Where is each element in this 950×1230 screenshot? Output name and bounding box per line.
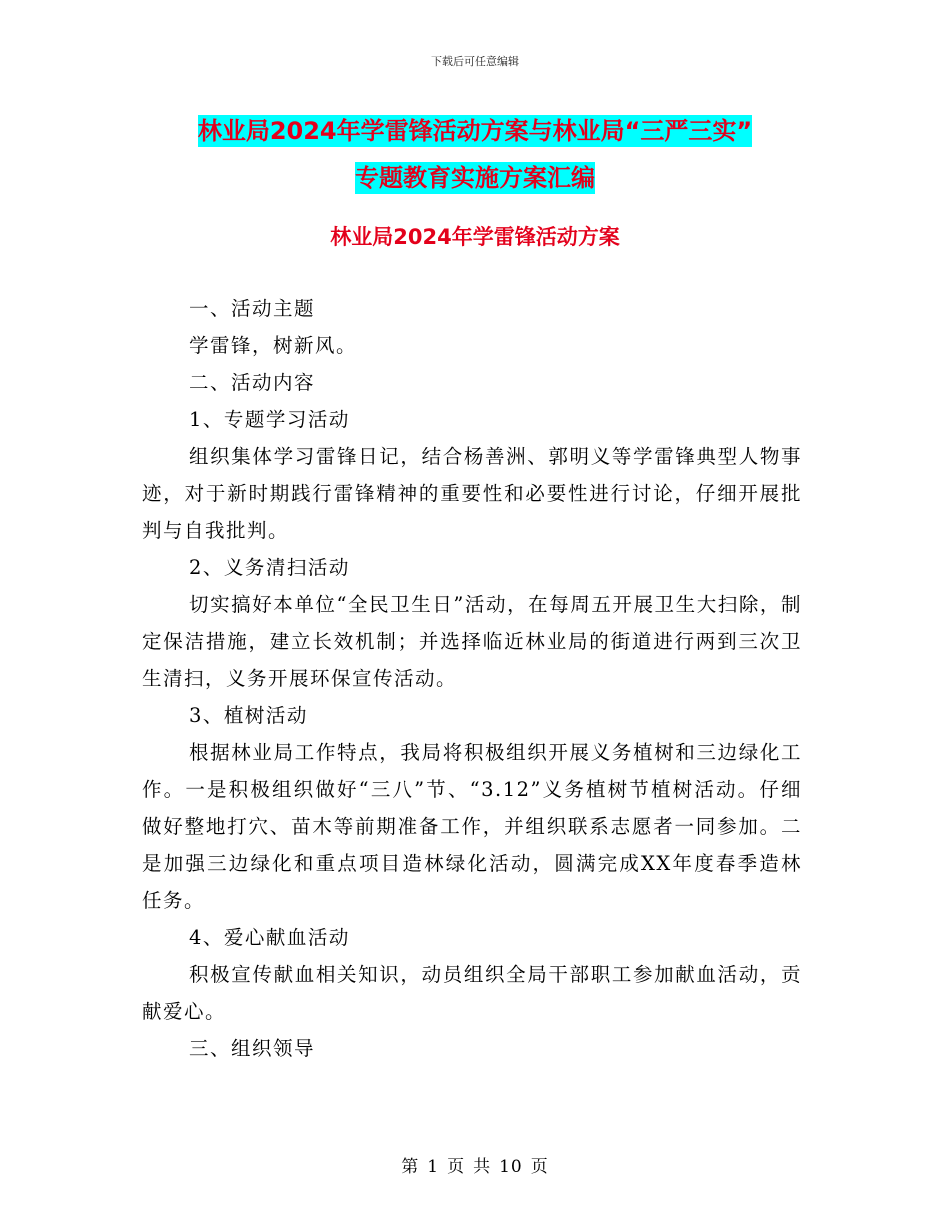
footer-ye-2: 页 (530, 1157, 549, 1177)
paragraph-planting: 根据林业局工作特点，我局将积极组织开展义务植树和三边绿化工作。一是积极组织做好“三八”节、“3.12”义务植树节植树活动。仔细做好整地打穴、苗木等前期准备工作，并组织联系志愿者一同参加。二是加强三边绿化和重点项目造林绿化活动，圆满完成XX年度春季造林任务。 (142, 741, 802, 912)
section-title: 林业局2024年学雷锋活动方案 (330, 225, 620, 249)
footer-di: 第 (401, 1157, 420, 1177)
heading-planting: 3、植树活动 (189, 704, 308, 727)
paragraph-blood-donation: 积极宣传献血相关知识，动员组织全局干部职工参加献血活动，贡献爱心。 (142, 963, 802, 1023)
heading-cleaning: 2、义务清扫活动 (189, 556, 350, 579)
footer-ye: 页 (447, 1157, 466, 1177)
heading-study: 1、专题学习活动 (189, 408, 350, 431)
heading-activity-theme: 一、活动主题 (189, 297, 316, 320)
document-title (0, 108, 950, 202)
heading-activity-content: 二、活动内容 (189, 371, 316, 394)
heading-blood-donation: 4、爱心献血活动 (189, 926, 350, 949)
document-body (142, 290, 802, 1067)
footer-page-number: 1 (427, 1157, 440, 1177)
footer-gong: 共 (473, 1157, 492, 1177)
title-line-2: 专题教育实施方案汇编 (355, 164, 595, 192)
header-note: 下载后可任意编辑 (431, 55, 519, 68)
heading-leadership: 三、组织领导 (189, 1037, 316, 1060)
paragraph-study: 组织集体学习雷锋日记，结合杨善洲、郭明义等学雷锋典型人物事迹，对于新时期践行雷锋精神的重要性和必要性进行讨论，仔细开展批判与自我批判。 (142, 445, 802, 542)
title-line-1: 林业局2024年学雷锋活动方案与林业局“三严三实” (197, 117, 753, 145)
paragraph-theme: 学雷锋，树新风。 (189, 334, 358, 357)
page-footer (0, 1152, 950, 1177)
paragraph-cleaning: 切实搞好本单位“全民卫生日”活动，在每周五开展卫生大扫除，制定保洁措施，建立长效机制；并选择临近林业局的街道进行两到三次卫生清扫，义务开展环保宣传活动。 (142, 593, 802, 690)
footer-total-pages: 10 (499, 1157, 523, 1177)
